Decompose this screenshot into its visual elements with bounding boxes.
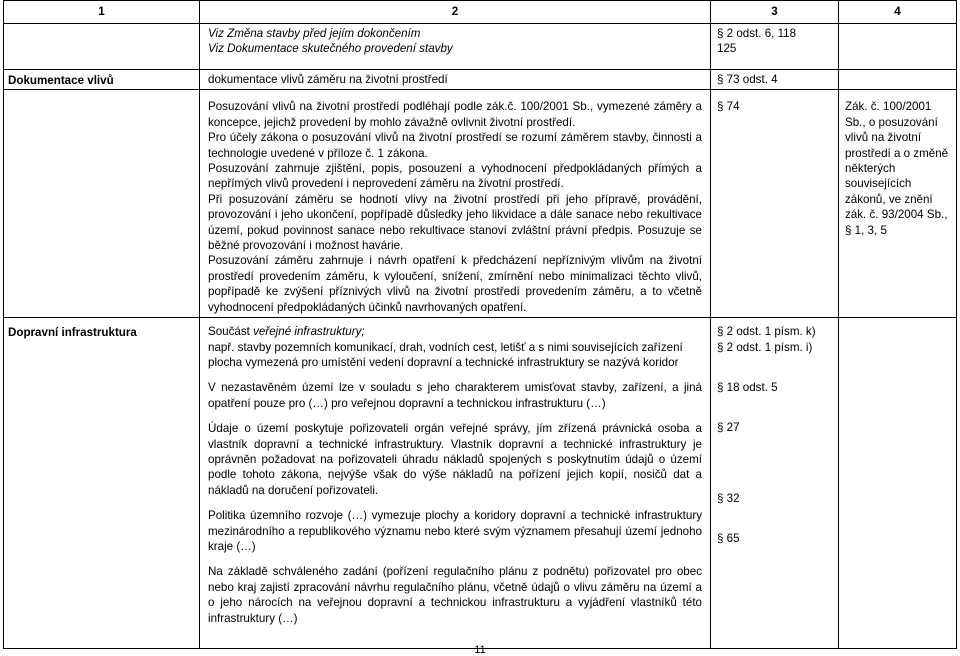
row-text bbox=[200, 90, 711, 318]
plain-prefix: Součást bbox=[208, 325, 254, 339]
column-header-1: 1 bbox=[4, 1, 200, 24]
row-note bbox=[839, 70, 957, 90]
legal-overview-table bbox=[3, 0, 957, 649]
section-reference: § 27 bbox=[717, 421, 740, 435]
row-label: Dokumentace vlivů bbox=[4, 70, 200, 90]
italic-term: veřejné infrastruktury; bbox=[253, 325, 365, 339]
section-reference: § 2 odst. 1 písm. i) bbox=[717, 340, 813, 354]
paragraph: V nezastavěném území lze v souladu s jeho charakterem umisťovat stavby, zařízení, a jiná opatření pouze pro (…) pro veřejnou dopravní a technickou infrastrukturu (…) bbox=[208, 381, 702, 410]
row-note bbox=[839, 24, 957, 70]
paragraph: Posuzování vlivů na životní prostředí podléhají podle zák.č. 100/2001 Sb., vymezené záměry a koncepce, jejichž provedení by mohlo závažně ovlivnit životní prostředí. bbox=[208, 100, 702, 129]
paragraph: Posuzování zahrnuje zjištění, popis, posouzení a vyhodnocení předpokládaných přímých a nepřímých vlivů provedení i neprovedení záměru na životní prostředí. bbox=[208, 162, 702, 191]
row-label: Dopravní infrastruktura bbox=[4, 318, 200, 649]
paragraph: Pro účely zákona o posuzování vlivů na životní prostředí se rozumí záměrem stavby, činnosti a technologie uvedené v příloze č. 1 zákona. bbox=[208, 131, 702, 160]
section-reference: § 18 odst. 5 bbox=[717, 380, 778, 394]
table-row-eia-assessment bbox=[4, 90, 957, 318]
section-reference: § 2 odst. 6, 118 bbox=[717, 27, 797, 40]
page-number: 11 bbox=[474, 644, 486, 656]
row-label bbox=[4, 24, 200, 70]
row-refs bbox=[711, 70, 839, 90]
column-header-2: 2 bbox=[200, 1, 711, 24]
row-refs bbox=[711, 90, 839, 318]
definition-text: dokumentace vlivů záměru na životní prostředí bbox=[208, 73, 448, 86]
section-reference: § 2 odst. 1 písm. k) bbox=[717, 325, 816, 339]
section-reference: § 73 odst. 4 bbox=[717, 73, 778, 86]
column-header-3: 3 bbox=[711, 1, 839, 24]
table-row-change-of-construction bbox=[4, 24, 957, 70]
table-row-transport-infrastructure bbox=[4, 318, 957, 649]
cross-reference-text: Viz Změna stavby před jejím dokončením bbox=[208, 27, 421, 40]
row-text bbox=[200, 318, 711, 649]
row-label bbox=[4, 90, 200, 318]
table-row-environmental-documentation bbox=[4, 70, 957, 90]
row-refs bbox=[711, 24, 839, 70]
section-reference: § 32 bbox=[717, 491, 740, 505]
legal-note: Zák. č. 100/2001 Sb., o posuzování vlivů na životní prostředí a o změně některých souvisejících zákonů, ve znění zák. č. 93/2004 Sb., § 1, 3, 5 bbox=[839, 90, 957, 318]
row-text bbox=[200, 24, 711, 70]
paragraph: Údaje o území poskytuje pořizovateli orgán veřejné správy, jím zřízená právnická osoba a vlastník dopravní a technické infrastruktury. Vlastník dopravní a technické infrastruktury je oprávněn požadovat na pořizovateli úhradu nákladů spojených s poskytnutím údajů o území podle tohoto zákona, nejvýše však do výše nákladů na pořízení jejich kopií, nosičů dat a nákladů na doručení pořizovateli. bbox=[208, 422, 702, 497]
paragraph: např. stavby pozemních komunikací, drah, vodních cest, letišť a s nimi souvisejících zařízení bbox=[208, 340, 683, 354]
infrastructure-definition-line bbox=[208, 324, 702, 339]
paragraph: Na základě schváleného zadání (pořízení regulačního plánu z podnětu) pořizovatel pro obec nebo kraj zajistí zpracování návrhu regulačního plánu, včetně údajů o vlivu záměru na území a o jeho nárocích na veřejnou dopravní a technickou infrastrukturu a vyjádření vlastníků této infrastruktury (…) bbox=[208, 565, 702, 625]
section-reference: 125 bbox=[717, 42, 737, 56]
row-text bbox=[200, 70, 711, 90]
paragraph: Při posuzování záměru se hodnotí vlivy na životní prostředí při jeho přípravě, provádění, provozování i jeho ukončení, popřípadě důsledky jeho likvidace a dále sanace nebo rekultivace území, pokud povinnost sanace nebo rekultivace stanoví zvláštní právní předpis. Posuzuje se běžné provozování i možnost havárie. bbox=[208, 192, 702, 253]
section-reference: § 74 bbox=[717, 100, 740, 114]
section-reference: § 65 bbox=[717, 532, 740, 546]
cross-reference-text: Viz Dokumentace skutečného provedení stavby bbox=[208, 42, 453, 56]
column-header-4: 4 bbox=[839, 1, 957, 24]
paragraph: Politika územního rozvoje (…) vymezuje plochy a koridory dopravní a technické infrastruktury mezinárodního a republikového významu nebo které svým významem přesahují území jednoho kraje (…) bbox=[208, 509, 702, 553]
header-row bbox=[4, 1, 957, 24]
row-note bbox=[839, 318, 957, 649]
row-refs bbox=[711, 318, 839, 649]
paragraph: plocha vymezená pro umístění vedení dopravní a technické infrastruktury se nazývá koridor bbox=[208, 355, 679, 369]
paragraph: Posuzování záměru zahrnuje i návrh opatření k předcházení nepříznivým vlivům na životní prostředí provedením záměru, k vyloučení, snížení, zmírnění nebo minimalizaci těchto vlivů, popřípadě ke zvýšení příznivých vlivů na životní prostředí provedením záměru, a to včetně vyhodnocení předpokládaných účinků navrhovaných opatření. bbox=[208, 254, 702, 314]
